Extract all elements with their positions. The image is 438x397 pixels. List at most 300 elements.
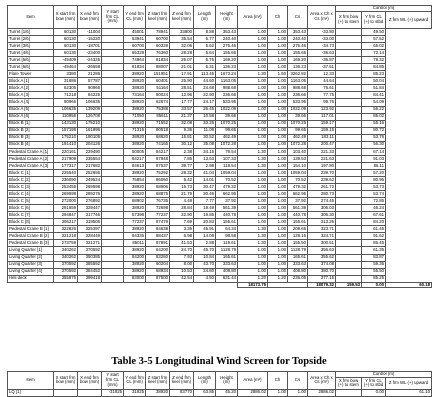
table-cell: 355875 [54, 275, 78, 282]
table-cell: 98.58 [216, 233, 238, 240]
table-cell [102, 36, 124, 43]
table-cell: 191410 [54, 141, 78, 148]
table-cell: 252655 [78, 169, 102, 176]
table-cell: 235554 [78, 155, 102, 162]
table-cell: 1.30 [238, 71, 268, 78]
table-cell: 53.74 [362, 191, 386, 198]
table-cell: 370592 [54, 268, 78, 275]
table-cell: 408.80 [216, 268, 238, 275]
table-cell: 17.91 [170, 71, 194, 78]
table-row [8, 275, 432, 282]
table-cell: 35.08 [194, 141, 216, 148]
table-cell: 1.00 [268, 261, 288, 268]
table-cell: 7.93 [170, 254, 194, 261]
row-item-name: Turret [6/6] [8, 64, 54, 71]
table-cell: 4.50 [194, 275, 216, 282]
table-cell: 21286 [78, 71, 102, 78]
table-cell: 1.00 [268, 389, 288, 396]
table-cell: 55.50 [362, 268, 386, 275]
row-item-name: Block B [4] [8, 141, 54, 148]
table-row [8, 162, 432, 169]
table-cell: 662.95 [216, 191, 238, 198]
table-cell: 175210 [54, 134, 78, 141]
table-cell [102, 261, 124, 268]
table-cell: 1.00 [268, 120, 288, 127]
table-cell: 119.61 [216, 240, 238, 247]
table-cell [336, 113, 362, 120]
table-cell [102, 43, 124, 50]
table-cell: 45.91 [194, 226, 216, 233]
table-cell [102, 127, 124, 134]
table-cell: 350385 [78, 254, 102, 261]
table-cell: 50.04 [362, 78, 386, 85]
table-cell: 60700 [146, 36, 170, 43]
table-cell: 64.34 [216, 226, 238, 233]
table-cell: 68906 [146, 184, 170, 191]
table-cell: 561.39 [216, 205, 238, 212]
table-cell: 38920 [124, 85, 146, 92]
table-cell: 14.09 [194, 233, 216, 240]
table-cell: 1.20 [238, 275, 268, 282]
header-cell: Cs [288, 372, 308, 390]
table-cell [336, 85, 362, 92]
table-cell: 5.42 [170, 176, 194, 183]
table-cell: 117.01 [308, 113, 336, 120]
table-cell: 240.40 [288, 36, 308, 43]
table-cell: 462.49 [216, 134, 238, 141]
row-item-name: Block B [2] [8, 127, 54, 134]
table-cell: 1.00 [238, 254, 268, 261]
table-cell: 110956 [54, 113, 78, 120]
table-cell [102, 120, 124, 127]
table-cell: 377.15 [308, 275, 336, 282]
table-cell: 1.00 [268, 57, 288, 64]
table-cell: 70.52 [216, 176, 238, 183]
table-cell [336, 184, 362, 191]
table-cell: 1.00 [238, 113, 268, 120]
table-row [8, 106, 432, 113]
table-cell: 1.00 [268, 99, 288, 106]
table-row [8, 176, 432, 183]
table-cell: 43.70 [194, 261, 216, 268]
table-cell: 60130 [54, 50, 78, 57]
table-cell [336, 389, 362, 396]
table-cell: 11.09 [194, 127, 216, 134]
table-cell: 220161 [54, 148, 78, 155]
table-cell: 1.00 [288, 389, 308, 396]
table-cell: 1.00 [268, 233, 288, 240]
table-cell: -18701 [78, 43, 102, 50]
table-cell: 38920 [124, 78, 146, 85]
table-cell: 5.64 [194, 50, 216, 57]
table-cell [102, 268, 124, 275]
table-cell: 14.01 [194, 176, 216, 183]
row-item-name: Block B [3] [8, 134, 54, 141]
table-cell: 71552 [146, 120, 170, 127]
table-row [8, 120, 432, 127]
table-cell: 1.00 [238, 141, 268, 148]
table-cell: 33800 [170, 29, 194, 36]
table-cell: 1.00 [268, 148, 288, 155]
table-cell [336, 148, 362, 155]
table-cell: 370592 [78, 247, 102, 254]
table-cell: 1.30 [238, 148, 268, 155]
table-cell [102, 247, 124, 254]
table-cell: 113.45 [194, 71, 216, 78]
table-cell: 533.95 [288, 99, 308, 106]
table-cell: 64200 [146, 247, 170, 254]
table-cell: -15220 [78, 36, 102, 43]
header-cell: Z frm WL (+) upward [386, 377, 432, 389]
table-cell: 155.61 [216, 219, 238, 226]
table-cell: 84.41 [362, 92, 386, 99]
header-cell: Z frm WL (+) upward [386, 12, 432, 29]
table-row [8, 134, 432, 141]
table-cell: 1.30 [238, 240, 268, 247]
header-cell: X frm bow (+) to stern [336, 12, 362, 29]
table-cell: 30.12 [170, 141, 194, 148]
table-row [8, 99, 432, 106]
table-cell: 322826 [54, 226, 78, 233]
table-cell: 136.23 [288, 64, 308, 71]
table-row [8, 205, 432, 212]
table-cell [336, 275, 362, 282]
table-cell: 333.63 [288, 261, 308, 268]
table-cell [102, 184, 124, 191]
table-cell: 19.49 [194, 205, 216, 212]
table-cell: 87500 [146, 275, 170, 282]
row-item-name: Pedestal Crane A [2] [8, 155, 54, 162]
table-cell: 79.54 [216, 148, 238, 155]
table-cell [336, 127, 362, 134]
table-cell: 1.00 [268, 169, 288, 176]
table-cell: 72.14 [362, 50, 386, 57]
table-cell: 13.63 [194, 155, 216, 162]
table-cell: 143130 [54, 120, 78, 127]
table-cell: 59.35 [362, 261, 386, 268]
table-cell: 249524 [78, 176, 102, 183]
header-cell: Z end frm keel (mm) [170, 6, 194, 29]
table-cell: 356.63 [308, 247, 336, 254]
table-cell: 57.52 [362, 36, 386, 43]
table-cell: 84.20 [362, 219, 386, 226]
table-row [8, 36, 432, 43]
table-cell: 1.50 [268, 71, 288, 78]
table-cell: 84217 [124, 155, 146, 162]
table-cell [336, 226, 362, 233]
total-area-x: 18079.32 [308, 282, 336, 288]
table-row [8, 155, 432, 162]
table-cell: 68875 [146, 191, 170, 198]
table-cell: 269598 [54, 191, 78, 198]
table-cell: 75388 [146, 106, 170, 113]
table-cell: 1.00 [238, 205, 268, 212]
table-cell: 321218 [54, 233, 78, 240]
table-cell: 85.02 [362, 113, 386, 120]
table-cell: 32.06 [170, 43, 194, 50]
table-cell: 24.80 [194, 268, 216, 275]
table-cell: 353.43 [288, 29, 308, 36]
table-cell: 81834 [124, 64, 146, 71]
table-cell: 2.38 [170, 148, 194, 155]
table-cell: 165.61 [288, 254, 308, 261]
table-cell: 51164 [146, 85, 170, 92]
table-cell: 28.51 [170, 85, 194, 92]
table-cell: 306.03 [308, 205, 336, 212]
table-cell: 183.11 [308, 134, 336, 141]
table-cell: 1.00 [268, 184, 288, 191]
table-cell: 323.71 [308, 226, 336, 233]
table-cell: 31925 [124, 389, 146, 396]
header-cell: Area (m²) [238, 6, 268, 29]
table-cell: 60328 [146, 43, 170, 50]
table-cell [336, 57, 362, 64]
table-cell: 1.00 [238, 261, 268, 268]
table-cell: 24.70 [170, 247, 194, 254]
row-item-name: Living Quarter [3] [8, 261, 54, 268]
table-cell: 1.00 [238, 212, 268, 219]
table-cell: 294847 [54, 212, 78, 219]
table-cell: 128.15 [288, 233, 308, 240]
table-cell: 77.75 [308, 92, 336, 99]
table-cell: 71218 [54, 92, 78, 99]
table-cell [102, 71, 124, 78]
table-row [8, 141, 432, 148]
table-cell: 1.00 [268, 176, 288, 183]
header-cell: Length (m) [194, 6, 216, 29]
table-cell: 225540 [54, 169, 78, 176]
table-row [8, 29, 432, 36]
table-cell: 106635 [78, 99, 102, 106]
table-cell: 84638 [146, 226, 170, 233]
header-cell: Ch [268, 6, 288, 29]
table-cell: 1.00 [268, 78, 288, 85]
table-cell: 71050 [124, 113, 146, 120]
table-cell: 90966 [78, 85, 102, 92]
table-cell: 86.11 [362, 162, 386, 169]
table-cell: 175210 [78, 120, 102, 127]
table-cell: 1.00 [268, 219, 288, 226]
table-cell: 9.36 [170, 127, 194, 134]
table-cell: 239.62 [308, 176, 336, 183]
row-item-name: Pedestal Crane B [1] [8, 226, 54, 233]
table-cell: 0.00 [362, 389, 386, 396]
total-area: 18173.75 [238, 282, 268, 288]
table-row [8, 78, 432, 85]
table-cell [102, 198, 124, 205]
table-cell: 70.52 [288, 176, 308, 183]
table-cell: 561.39 [288, 205, 308, 212]
table-cell: 38920 [124, 134, 146, 141]
table-cell: 1.00 [238, 50, 268, 57]
table-cell: 1.00 [238, 127, 268, 134]
row-item-name: LQ [1] [8, 389, 54, 396]
table-cell: 333.63 [216, 261, 238, 268]
table-cell [102, 78, 124, 85]
table-row [8, 226, 432, 233]
table-cell: 155.65 [288, 50, 308, 57]
table-cell: 324.71 [308, 233, 336, 240]
table-cell: 53941 [124, 36, 146, 43]
table-cell: 1.00 [268, 268, 288, 275]
table-cell: 38920 [124, 184, 146, 191]
row-item-name: Turret [5/6] [8, 57, 54, 64]
table-caption: Table 3-5 Longitudinal Wind Screen for Topside [111, 356, 327, 367]
table-cell: 6.98 [170, 233, 194, 240]
table-cell: -26558 [78, 64, 102, 71]
table-cell: 88007 [146, 64, 170, 71]
table-cell: 1.00 [268, 50, 288, 57]
table-cell: 67.14 [362, 148, 386, 155]
table-cell: 38920 [124, 71, 146, 78]
table-cell: 44.60 [194, 78, 216, 85]
table-cell [336, 205, 362, 212]
table-cell: 190109 [78, 134, 102, 141]
table-cell [102, 254, 124, 261]
table-cell: 99.75 [308, 99, 336, 106]
table-cell: -49464 [54, 64, 78, 71]
table-cell [102, 106, 124, 113]
table-cell: 21.37 [170, 113, 194, 120]
table-cell: 75854 [124, 176, 146, 183]
table-cell: 106635 [54, 106, 78, 113]
row-item-name: Block C [3] [8, 184, 54, 191]
table-cell: 55.16 [362, 120, 386, 127]
table-cell: 1.00 [268, 155, 288, 162]
row-item-name: Pedestal Crane B [3] [8, 240, 54, 247]
table-cell: 68902 [124, 198, 146, 205]
table-cell: 161996 [78, 127, 102, 134]
table-cell: 2.98 [194, 162, 216, 169]
table-cell: 236.05 [288, 275, 308, 282]
table-cell: 85611 [146, 113, 170, 120]
table-cell [336, 233, 362, 240]
topside-wind-area-table [7, 5, 432, 288]
table-row [8, 219, 432, 226]
table-cell: 7.77 [194, 198, 216, 205]
table-cell: 45.70 [194, 247, 216, 254]
row-item-name: Block A [4] [8, 99, 54, 106]
table-cell: 370592 [54, 261, 78, 268]
table-row [8, 240, 432, 247]
table-cell [78, 389, 102, 396]
table-cell: 274.45 [308, 198, 336, 205]
table-cell: 1.30 [238, 162, 268, 169]
table-cell: 87891 [146, 240, 170, 247]
table-cell: 1072.28 [216, 141, 238, 148]
table-cell: 177317 [54, 162, 78, 169]
table-cell [336, 141, 362, 148]
table-cell: 6.75 [194, 57, 216, 64]
table-row [8, 191, 432, 198]
table-cell: 60204 [146, 261, 170, 268]
table-cell: 139.53 [288, 155, 308, 162]
row-item-name: Flare Tower [8, 71, 54, 78]
table-cell: 83770 [170, 389, 194, 396]
table-cell: 30.47 [194, 184, 216, 191]
table-cell: 79.32 [362, 57, 386, 64]
table-cell: 99.65 [216, 127, 238, 134]
table-cell [336, 64, 362, 71]
table-cell: 1.00 [238, 43, 268, 50]
table-cell: 61.10 [386, 389, 432, 396]
table-cell: 6.77 [194, 36, 216, 43]
table-cell: 289276 [78, 191, 102, 198]
table-cell: 10.84 [194, 254, 216, 261]
header-cell: Height (m) [216, 372, 238, 390]
table-cell [54, 389, 78, 396]
table-row [8, 198, 432, 205]
row-item-name: Turret [2/6] [8, 36, 54, 43]
table-cell [102, 219, 124, 226]
table-cell: 151951 [146, 71, 170, 78]
total-row [8, 282, 432, 288]
table-cell: 72698 [146, 205, 170, 212]
header-cell: Length (m) [194, 372, 216, 390]
table-cell: 2886.02 [308, 389, 336, 396]
table-cell: 1022.09 [216, 106, 238, 113]
table-cell: 1.00 [238, 134, 268, 141]
table-cell: 1070.25 [216, 120, 238, 127]
table-cell: 276.46 [288, 43, 308, 50]
table-cell: 1.00 [268, 134, 288, 141]
table-cell: 76735 [146, 198, 170, 205]
table-cell: 73164 [124, 92, 146, 99]
table-cell [102, 148, 124, 155]
table-cell: 103.40 [288, 148, 308, 155]
table-cell: 321271 [78, 240, 102, 247]
table-row [8, 43, 432, 50]
table-cell: 1.00 [268, 141, 288, 148]
table-cell: 50005 [124, 148, 146, 155]
row-item-name: Block C [2] [8, 176, 54, 183]
table-cell [102, 92, 124, 99]
table-cell [336, 71, 362, 78]
table-cell [336, 176, 362, 183]
table-cell: 33.57 [170, 106, 194, 113]
table-cell: -34.73 [308, 43, 336, 50]
table-cell: 38920 [124, 99, 146, 106]
table-cell: 1.00 [268, 85, 288, 92]
table-cell: 60130 [54, 36, 78, 43]
table-cell: 155.65 [216, 50, 238, 57]
table-cell [336, 212, 362, 219]
table-cell: 217682 [78, 162, 102, 169]
table-cell: 221.33 [308, 148, 336, 155]
table-cell: 3.35 [170, 226, 194, 233]
table-cell: 41.04 [194, 169, 216, 176]
table-cell [102, 191, 124, 198]
table-cell: 272000 [54, 198, 78, 205]
table-cell: 49.50 [362, 29, 386, 36]
table-cell: 1.00 [238, 57, 268, 64]
row-item-name: Block C [5] [8, 198, 54, 205]
table-cell: 25.90 [170, 78, 194, 85]
table-cell: -36.63 [308, 50, 336, 57]
table-cell: 44.64 [308, 78, 336, 85]
table-cell: 1.00 [238, 64, 268, 71]
row-item-name: Living Quarter [1] [8, 247, 54, 254]
table-cell: 31686 [54, 78, 78, 85]
table-cell: 57398 [124, 212, 146, 219]
table-cell: 1.00 [268, 106, 288, 113]
table-cell: 26.45 [194, 106, 216, 113]
table-cell: -37.51 [308, 64, 336, 71]
table-cell: 200.47 [308, 141, 336, 148]
table-cell: 80.95 [362, 176, 386, 183]
table-cell [336, 43, 362, 50]
table-cell: 1070.25 [288, 120, 308, 127]
